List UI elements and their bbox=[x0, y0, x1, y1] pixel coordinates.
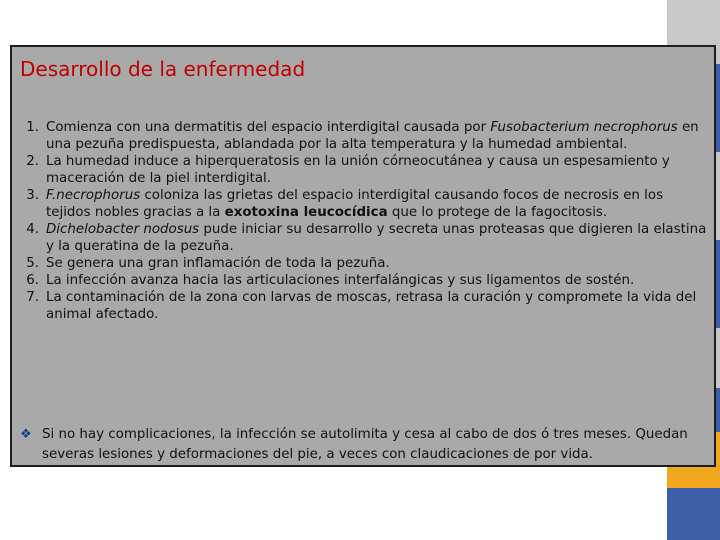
list-item-text-run: La humedad induce a hiperqueratosis en la unión córneocutánea y causa un espesamiento y maceración de la piel interdigital. bbox=[46, 154, 670, 186]
slide-title: Desarrollo de la enfermedad bbox=[20, 57, 306, 81]
list-item bbox=[17, 289, 709, 323]
summary-note-text: Si no hay complicaciones, la infección se autolimita y cesa al cabo de dos ó tres meses. Quedan severas lesiones y deformaciones del pie, a veces con claudicaciones de por vida. bbox=[42, 427, 688, 462]
list-item-text bbox=[46, 272, 709, 289]
content-box bbox=[10, 45, 716, 467]
list-item-number: 3. bbox=[26, 188, 39, 203]
list-item-text bbox=[46, 187, 709, 221]
list-item-text bbox=[46, 119, 709, 153]
list-item-text-run: pude iniciar su desarrollo y secreta unas proteasas que digieren la elastina y la queratina de la pezuña. bbox=[46, 222, 707, 254]
list-item bbox=[17, 119, 709, 153]
list-item-text bbox=[46, 153, 709, 187]
list-item bbox=[17, 153, 709, 187]
list-item-text-run: coloniza las grietas del espacio interdigital causando focos de necrosis en los tejidos nobles gracias a la bbox=[46, 188, 664, 220]
list-item-text-run: que lo protege de la fagocitosis. bbox=[387, 205, 608, 220]
list-item-text-run: en una pezuña predispuesta, ablandada por la alta temperatura y la humedad ambiental. bbox=[46, 120, 699, 152]
list-item bbox=[17, 272, 709, 289]
decor-band-blue-bottom bbox=[667, 488, 720, 540]
diamond-bullet-icon: ❖ bbox=[20, 427, 32, 442]
list-item-number: 4. bbox=[26, 222, 39, 237]
list-item-number: 6. bbox=[26, 273, 39, 288]
list-item-text-run: La contaminación de la zona con larvas de moscas, retrasa la curación y compromete la vida del animal afectado. bbox=[46, 290, 697, 322]
list-item-number: 1. bbox=[26, 120, 39, 135]
list-item bbox=[17, 187, 709, 221]
list-item bbox=[17, 255, 709, 272]
numbered-list bbox=[17, 119, 709, 323]
list-item-text-run: La infección avanza hacia las articulaciones interfalángicas y sus ligamentos de sostén. bbox=[46, 273, 635, 288]
list-item-number: 5. bbox=[26, 256, 39, 271]
list-item-text-run: Comienza con una dermatitis del espacio interdigital causada por bbox=[46, 120, 491, 135]
list-item bbox=[17, 221, 709, 255]
summary-note bbox=[20, 425, 712, 465]
list-item-text bbox=[46, 289, 709, 323]
list-item-text bbox=[46, 221, 709, 255]
list-item-number: 7. bbox=[26, 290, 39, 305]
list-item-number: 2. bbox=[26, 154, 39, 169]
list-item-text-run: Se genera una gran inflamación de toda la pezuña. bbox=[46, 256, 390, 271]
list-item-text bbox=[46, 255, 709, 272]
list-item-text-run: Fusobacterium necrophorus bbox=[490, 120, 678, 135]
list-item-text-run: Dichelobacter nodosus bbox=[46, 222, 200, 237]
list-item-text-run: exotoxina leucocídica bbox=[224, 205, 388, 220]
list-item-text-run: F.necrophorus bbox=[46, 188, 141, 203]
